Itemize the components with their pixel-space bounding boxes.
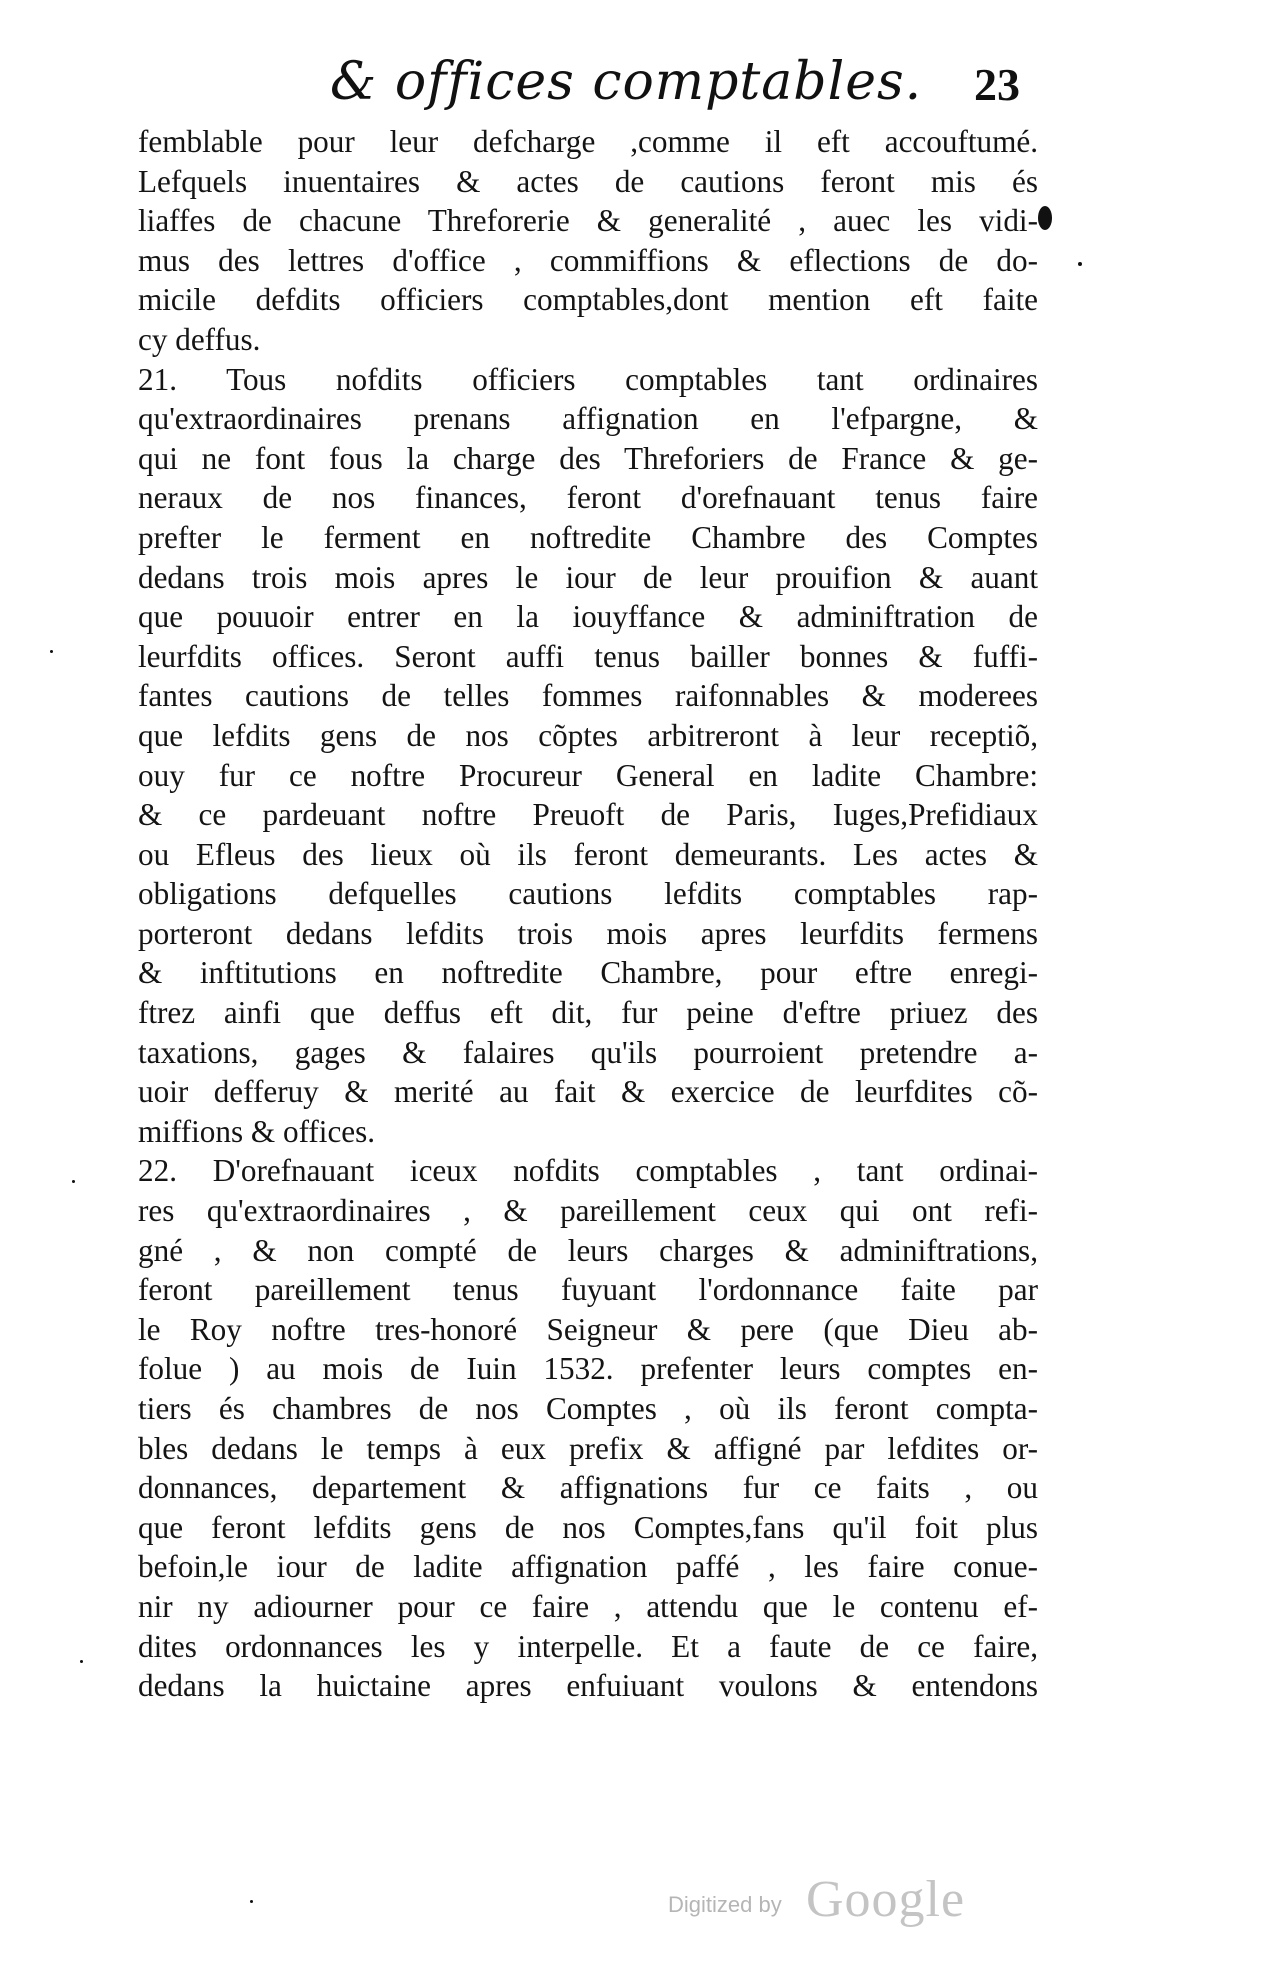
- text-line: gné , & non compté de leurs charges & adminiftrations,: [138, 1232, 1038, 1268]
- text-line: femblable pour leur defcharge ,comme il eft accouftumé.: [138, 124, 1038, 159]
- text-line: befoin,le iour de ladite affignation paffé , les faire conue-: [138, 1549, 1038, 1585]
- watermark-prefix: Digitized by: [668, 1892, 782, 1917]
- text-line: dites ordonnances les y interpelle. Et a faute de ce faire,: [138, 1628, 1038, 1664]
- text-line: mus des lettres d'office , commiffions & eflections de do-: [138, 242, 1038, 278]
- text-line: porteront dedans lefdits trois mois apres leurfdits fermens: [138, 915, 1038, 951]
- text-line: Lefquels inuentaires & actes de cautions feront mis és: [138, 163, 1038, 199]
- text-line: res qu'extraordinaires , & pareillement ceux qui ont refi-: [138, 1193, 1038, 1229]
- text-line: bles dedans le temps à eux prefix & affigné par lefdites or-: [138, 1430, 1038, 1466]
- text-line: ouy fur ce noftre Procureur General en ladite Chambre:: [138, 757, 1038, 793]
- digitized-watermark: [668, 1870, 1008, 1930]
- page-number: 23: [974, 59, 1020, 110]
- text-line: dedans trois mois apres le iour de leur prouifion & auant: [138, 559, 1038, 595]
- text-line: cy deffus.: [138, 321, 261, 357]
- text-line: obligations defquelles cautions lefdits comptables rap-: [138, 876, 1038, 912]
- ink-speck: [50, 650, 53, 653]
- text-line: donnances, departement & affignations fur ce faits , ou: [138, 1470, 1038, 1506]
- text-line: miffions & offices.: [138, 1113, 376, 1149]
- ink-speck: [80, 1660, 83, 1663]
- text-line: 22. D'orefnauant iceux nofdits comptables , tant ordinai-: [138, 1153, 1038, 1189]
- running-title: & offices comptables.: [330, 52, 923, 112]
- ink-blot: [1038, 206, 1052, 230]
- text-line: qui ne font fous la charge des Threforiers de France & ge-: [138, 440, 1038, 476]
- text-line: neraux de nos finances, feront d'orefnauant tenus faire: [138, 480, 1038, 516]
- text-line: folue ) au mois de Iuin 1532. prefenter leurs comptes en-: [138, 1351, 1038, 1387]
- text-line: feront pareillement tenus fuyuant l'ordonnance faite par: [138, 1272, 1038, 1308]
- ink-speck: [250, 1900, 253, 1903]
- text-line: que feront lefdits gens de nos Comptes,fans qu'il foit plus: [138, 1509, 1038, 1545]
- text-line: tiers és chambres de nos Comptes , où ils feront compta-: [138, 1391, 1038, 1426]
- google-logo: Google: [806, 1871, 966, 1928]
- text-line: & ce pardeuant noftre Preuoft de Paris, Iuges,Prefidiaux: [138, 797, 1038, 833]
- text-line: liaffes de chacune Threforerie & generalité , auec les vidi-: [138, 203, 1038, 239]
- text-line: micile defdits officiers comptables,dont mention eft faite: [138, 282, 1038, 318]
- body-text: [138, 122, 1038, 1706]
- page-header: [150, 52, 1030, 122]
- text-line: que lefdits gens de nos cõptes arbitreront à leur receptiõ,: [138, 717, 1038, 753]
- text-line: ou Efleus des lieux où ils feront demeurants. Les actes &: [138, 836, 1038, 872]
- text-line: taxations, gages & falaires qu'ils pourroient pretendre a-: [138, 1034, 1038, 1070]
- text-line: fantes cautions de telles fommes raifonnables & moderees: [138, 678, 1038, 714]
- text-line: le Roy noftre tres-honoré Seigneur & pere (que Dieu ab-: [138, 1311, 1038, 1347]
- text-line: que pouuoir entrer en la iouyffance & adminiftration de: [138, 599, 1038, 635]
- text-line: nir ny adiourner pour ce faire , attendu que le contenu ef-: [138, 1588, 1038, 1624]
- ink-speck: [72, 1180, 75, 1183]
- text-line: qu'extraordinaires prenans affignation en l'efpargne, &: [138, 401, 1038, 437]
- text-line: leurfdits offices. Seront auffi tenus bailler bonnes & fuffi-: [138, 638, 1038, 674]
- text-line: uoir defferuy & merité au fait & exercice de leurfdites cõ-: [138, 1074, 1038, 1110]
- text-line: & inftitutions en noftredite Chambre, pour eftre enregi-: [138, 955, 1038, 991]
- text-line: prefter le ferment en noftredite Chambre des Comptes: [138, 519, 1038, 555]
- ink-speck: [1078, 262, 1082, 266]
- text-line: ftrez ainfi que deffus eft dit, fur peine d'eftre priuez des: [138, 995, 1038, 1031]
- text-line: dedans la huictaine apres enfuiuant voulons & entendons: [138, 1668, 1038, 1704]
- text-line: 21. Tous nofdits officiers comptables tant ordinaires: [138, 361, 1038, 397]
